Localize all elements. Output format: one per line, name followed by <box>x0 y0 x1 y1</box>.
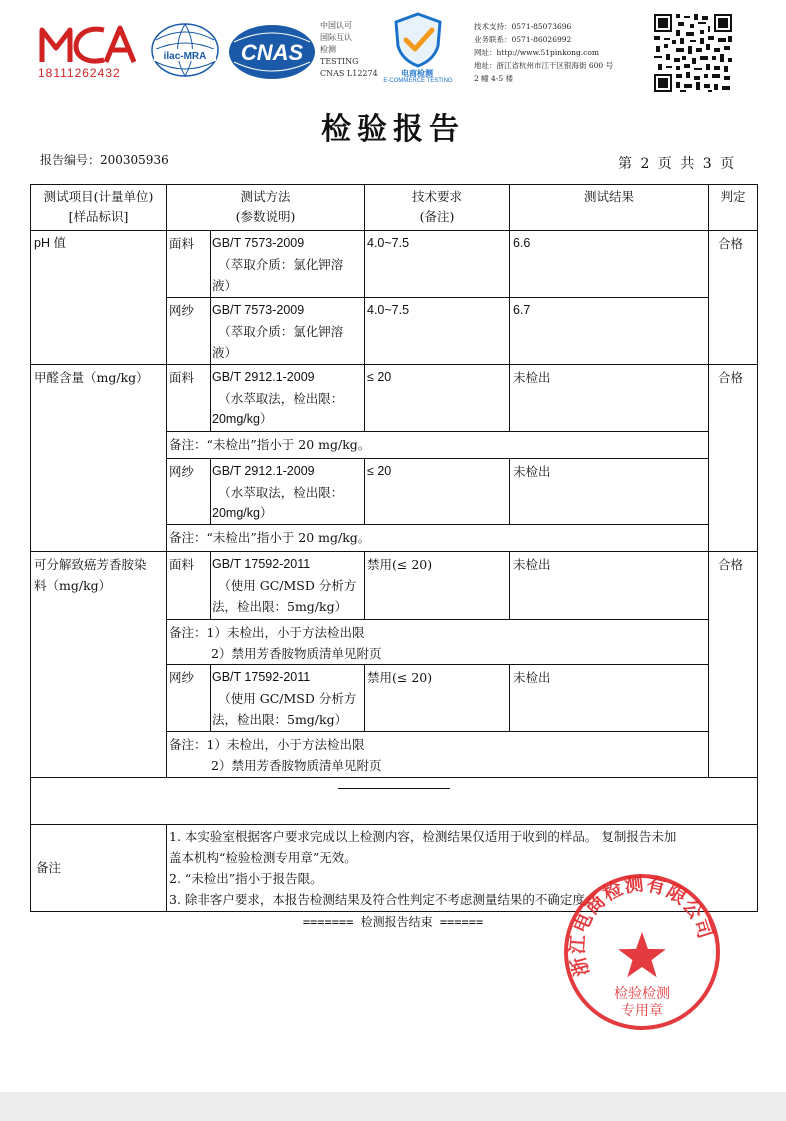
remark-line: 2. “未检出”指小于报告限。 <box>169 871 323 886</box>
result: 未检出 <box>513 370 551 385</box>
remarks-label: 备注 <box>36 860 62 875</box>
blank-row-divider <box>338 788 450 789</box>
cnas-accreditation-text: 中国认可 国际互认 检测 TESTING CNAS L12274 <box>320 21 378 78</box>
bottom-bar <box>0 1092 786 1121</box>
item-name: 可分解致癌芳香胺染 料（mg/kg） <box>34 557 147 593</box>
requirement: ≤ 20 <box>367 464 392 478</box>
sample-part: 面料 <box>169 236 195 251</box>
sample-part: 面料 <box>169 557 195 572</box>
report-number: 报告编号：200305936 <box>40 153 169 167</box>
result: 6.6 <box>513 236 531 250</box>
item-name: pH 值 <box>34 236 66 250</box>
result: 未检出 <box>513 464 551 479</box>
remark-line: 1. 本实验室根据客户要求完成以上检测内容，检测结果仅适用于收到的样品。 复制报告未加 <box>169 829 677 844</box>
sample-part: 网纱 <box>169 303 195 318</box>
svg-text:检验检测: 检验检测 <box>614 986 670 1002</box>
col-header-judgement: 判定 <box>720 189 746 204</box>
contact-line: 地址：浙江省杭州市江干区银海街 600 号 <box>474 61 614 70</box>
ec-subtitle: E-COMMERCE TESTING <box>383 78 453 84</box>
cma-number: 18111262432 <box>38 66 121 80</box>
judgement: 合格 <box>718 236 744 251</box>
page-indicator: 第 2 页 共 3 页 <box>618 156 735 172</box>
test-method: GB/T 7573-2009 （萃取介质：氯化钾溶 液） <box>212 236 344 293</box>
test-method: GB/T 2912.1-2009 （水萃取法，检出限： 20mg/kg） <box>212 464 344 520</box>
row-note: 备注：1）未检出，小于方法检出限 2）禁用芳香胺物质清单见附页 <box>169 737 382 773</box>
col-header-result: 测试结果 <box>583 189 634 204</box>
col-header-method: 测试方法 (参数说明) <box>235 189 296 224</box>
test-method: GB/T 17592-2011 （使用 GC/MSD 分析方 法，检出限：5mg/kg） <box>212 670 357 727</box>
item-name: 甲醛含量（mg/kg） <box>34 370 149 385</box>
page-title: 检验报告 <box>321 112 465 147</box>
requirement: 4.0~7.5 <box>367 303 410 317</box>
result: 未检出 <box>513 670 551 685</box>
sample-part: 网纱 <box>169 670 195 685</box>
remark-line: 3. 除非客户要求，本报告检测结果及符合性判定不考虑测量结果的不确定度。 <box>169 892 598 907</box>
requirement: 禁用(≤ 20) <box>367 670 433 685</box>
svg-text:专用章: 专用章 <box>621 1003 663 1019</box>
result: 6.7 <box>513 303 531 317</box>
sample-part: 网纱 <box>169 464 195 479</box>
col-header-item: 测试项目(计量单位) [样品标识] <box>43 189 154 224</box>
requirement: 4.0~7.5 <box>367 236 410 250</box>
sample-part: 面料 <box>169 370 195 385</box>
svg-text:ilac-MRA: ilac-MRA <box>163 51 207 62</box>
col-header-requirement: 技术要求 (备注) <box>411 189 462 224</box>
judgement: 合格 <box>718 557 744 572</box>
row-note: 备注：“未检出”指小于 20 mg/kg。 <box>169 530 371 545</box>
svg-text:浙江电商检测有限公司: 浙江电商检测有限公司 <box>566 872 717 979</box>
test-method: GB/T 7573-2009 （萃取介质：氯化钾溶 液） <box>212 303 344 360</box>
requirement: ≤ 20 <box>367 370 392 384</box>
ec-title: 电商检测 <box>401 69 433 78</box>
result: 未检出 <box>513 557 551 572</box>
contact-line: 网址：http://www.51pinkong.com <box>474 48 599 57</box>
official-seal-stamp <box>562 872 722 1036</box>
remark-line: 盖本机构“检验检测专用章”无效。 <box>169 850 357 865</box>
contact-line: 2 幢 4-5 楼 <box>474 74 514 83</box>
judgement: 合格 <box>718 370 744 385</box>
svg-text:CNAS: CNAS <box>240 40 304 65</box>
contact-line: 业务联系：0571-86026992 <box>474 35 572 44</box>
row-note: 备注：“未检出”指小于 20 mg/kg。 <box>169 437 371 452</box>
test-method: GB/T 17592-2011 （使用 GC/MSD 分析方 法，检出限：5mg/kg） <box>212 557 357 614</box>
row-note: 备注：1）未检出，小于方法检出限 2）禁用芳香胺物质清单见附页 <box>169 625 382 661</box>
test-method: GB/T 2912.1-2009 （水萃取法，检出限： 20mg/kg） <box>212 370 344 426</box>
contact-line: 技术支持：0571-85073696 <box>474 22 572 31</box>
report-end-marker: ======= 检测报告结束 ====== <box>302 915 484 929</box>
requirement: 禁用(≤ 20) <box>367 557 433 572</box>
